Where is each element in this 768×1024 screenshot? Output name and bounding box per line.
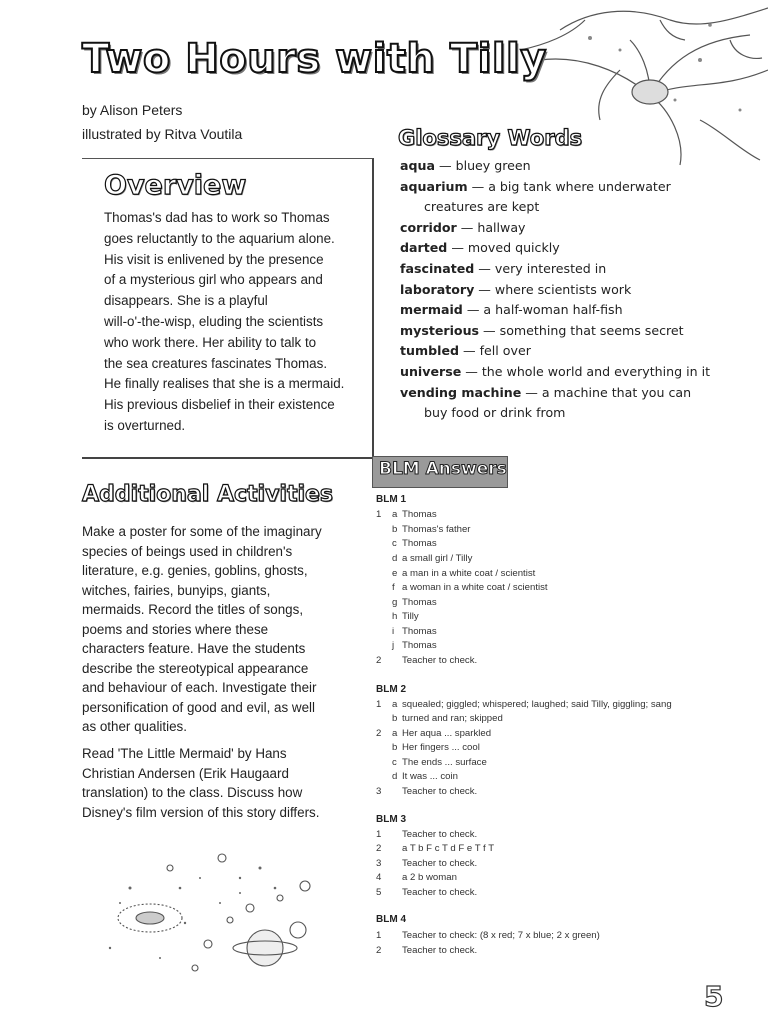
glossary-definition: — fell over <box>459 343 531 359</box>
blm-answer-text: a woman in a white coat / scientist <box>402 582 548 593</box>
blm-answer-text: The ends ... surface <box>402 757 487 768</box>
activities-line: poems and stories where these <box>82 621 269 637</box>
glossary-term: mermaid <box>400 302 463 318</box>
glossary-heading: Glossary Words <box>398 126 583 150</box>
blm-heading-text: BLM 1 <box>376 494 406 505</box>
blm-answer-line <box>376 553 472 564</box>
glossary-term: tumbled <box>400 343 459 359</box>
glossary-definition: — very interested in <box>474 260 607 276</box>
activities-paragraph-1 <box>82 522 344 737</box>
overview-line: of a mysterious girl who appears and <box>104 272 323 288</box>
blm-answer-text: It was ... coin <box>402 771 458 782</box>
blm-answer-letter: j <box>392 640 395 651</box>
blm-answer-line <box>376 655 477 666</box>
blm-heading-text: BLM 4 <box>376 914 406 925</box>
blm-question-number: 5 <box>376 887 382 898</box>
blm-answer-text: Thomas <box>402 509 437 520</box>
blm-answer-text: Teacher to check. <box>402 887 478 898</box>
blm-answer-text: a T b F c T d F e T f T <box>402 843 495 854</box>
blm-answer-line <box>376 626 437 637</box>
overview-line: will-o'-the-wisp, eluding the scientists <box>104 313 324 329</box>
overview-line: goes reluctantly to the aquarium alone. <box>104 230 335 246</box>
glossary-term: corridor <box>400 219 457 235</box>
blm-question-number: 4 <box>376 872 382 883</box>
glossary-entry <box>400 321 740 342</box>
illustrator-byline: illustrated by Ritva Voutila <box>82 126 243 142</box>
glossary-definition-continued: creatures are kept <box>424 199 540 215</box>
blm-answer-letter: g <box>392 597 398 608</box>
blm-answer-text: a small girl / Tilly <box>402 553 473 564</box>
blm-question-number: 1 <box>376 829 382 840</box>
activities-line: literature, e.g. genies, goblins, ghosts, <box>82 563 308 578</box>
glossary-definition: — where scientists work <box>474 281 632 297</box>
blm-answers-banner <box>372 456 508 488</box>
glossary-term: vending machine <box>400 384 522 400</box>
glossary-definition: — hallway <box>456 219 526 235</box>
blm-heading-text: BLM 3 <box>376 814 406 825</box>
glossary-definition: — a machine that you can <box>521 384 692 400</box>
glossary-definition: — a half-woman half-fish <box>462 302 623 318</box>
blm-answer-letter: e <box>392 568 398 579</box>
activities-line: witches, fairies, bunyips, giants, <box>82 582 271 598</box>
activities-line: species of beings used in children's <box>82 543 293 559</box>
author-byline: by Alison Peters <box>82 102 183 118</box>
blm-answer-text: Teacher to check. <box>402 655 478 666</box>
activities-line: Disney's film version of this story differs. <box>82 804 320 820</box>
blm-answer-text: Teacher to check. <box>402 786 478 797</box>
glossary-term: mysterious <box>400 322 480 338</box>
glossary-entry <box>400 280 740 301</box>
space-planets-illustration-icon <box>100 848 330 978</box>
blm-question-number: 2 <box>376 728 382 739</box>
activities-line: translation) to the class. Discuss how <box>82 785 303 800</box>
blm-answer-text: Thomas <box>402 538 437 549</box>
blm-answer-letter: a <box>392 509 398 520</box>
blm-answer-line <box>376 568 535 579</box>
blm-answer-line <box>376 771 458 782</box>
blm-question-number: 3 <box>376 786 382 797</box>
blm-answer-line <box>376 509 437 520</box>
glossary-term: fascinated <box>400 260 475 276</box>
blm-answer-letter: f <box>392 582 395 593</box>
activities-heading: Additional Activities <box>82 482 334 507</box>
overview-line: is overturned. <box>104 417 186 433</box>
blm-answer-letter: d <box>392 771 398 782</box>
glossary-entry <box>400 177 740 218</box>
blm-answer-line <box>376 728 491 739</box>
activities-line: as other qualities. <box>82 719 187 734</box>
blm-question-number: 2 <box>376 843 382 854</box>
blm-answer-text: Thomas <box>402 640 437 651</box>
blm-answer-text: Teacher to check: (8 x red; 7 x blue; 2 x green) <box>402 930 600 941</box>
blm-answer-letter: h <box>392 611 398 622</box>
glossary-entry <box>400 259 740 280</box>
blm-question-number: 2 <box>376 945 382 956</box>
glossary-entry <box>400 238 740 259</box>
blm-answer-text: Teacher to check. <box>402 858 478 869</box>
overview-text <box>104 208 359 437</box>
overview-line: His visit is enlivened by the presence <box>104 251 324 267</box>
blm-answer-letter: a <box>392 699 398 710</box>
blm-answer-letter: c <box>392 757 397 768</box>
blm-answers-heading: BLM Answers <box>379 459 507 479</box>
activities-line: Make a poster for some of the imaginary <box>82 524 322 539</box>
blm-answer-line <box>376 713 503 724</box>
blm-question-number: 1 <box>376 699 382 710</box>
glossary-definition: — bluey green <box>434 158 531 173</box>
blm-answer-text: Teacher to check. <box>402 829 478 840</box>
blm-question-number: 1 <box>376 930 382 941</box>
blm-answer-line <box>376 538 437 549</box>
overview-line: the sea creatures fascinates Thomas. <box>104 355 328 371</box>
activities-line: characters feature. Have the students <box>82 641 306 656</box>
glossary-definition: — the whole world and everything in it <box>461 363 711 379</box>
glossary-definition: — a big tank where underwater <box>467 178 671 194</box>
page-title: Two Hours with Tilly <box>82 36 547 82</box>
blm-answer-letter: b <box>392 524 398 535</box>
blm-answer-letter: b <box>392 742 398 753</box>
blm-answer-text: Tilly <box>402 611 419 622</box>
glossary-definition: — something that seems secret <box>479 322 684 338</box>
blm-answer-line <box>376 858 477 869</box>
blm-answer-line <box>376 757 487 768</box>
blm-answer-line <box>376 699 672 710</box>
blm-section-heading <box>376 814 406 825</box>
blm-answer-line <box>376 742 480 753</box>
blm-answer-text: a 2 b woman <box>402 872 457 883</box>
overview-line: who work there. Her ability to talk to <box>104 334 317 350</box>
blm-answer-line <box>376 829 477 840</box>
blm-answer-text: Teacher to check. <box>402 945 478 956</box>
blm-answer-text: Her aqua ... sparkled <box>402 728 492 739</box>
glossary-list <box>400 156 740 424</box>
glossary-entry <box>400 383 740 424</box>
blm-answer-line <box>376 843 494 854</box>
blm-answer-line <box>376 786 477 797</box>
glossary-entry <box>400 341 740 362</box>
blm-section-heading <box>376 914 406 925</box>
blm-question-number: 3 <box>376 858 382 869</box>
overview-line: disappears. She is a playful <box>104 293 268 309</box>
overview-line: Thomas's dad has to work so Thomas <box>104 210 330 225</box>
blm-answer-line <box>376 887 477 898</box>
activities-line: Christian Andersen (Erik Haugaard <box>82 765 289 781</box>
blm-answer-text: Thomas's father <box>402 524 471 535</box>
glossary-entry <box>400 300 740 321</box>
glossary-term: universe <box>400 363 462 379</box>
blm-answer-letter: a <box>392 728 398 739</box>
activities-line: personification of good and evil, as well <box>82 699 315 715</box>
glossary-entry <box>400 156 740 177</box>
blm-answer-letter: b <box>392 713 398 724</box>
activities-line: describe the stereotypical appearance <box>82 660 309 676</box>
blm-answer-line <box>376 640 437 651</box>
glossary-term: aquarium <box>400 178 468 194</box>
glossary-definition: — moved quickly <box>447 240 560 256</box>
activities-line: Read 'The Little Mermaid' by Hans <box>82 746 287 761</box>
blm-answer-line <box>376 930 600 941</box>
page-number: 5 <box>704 980 724 1013</box>
activities-paragraph-2 <box>82 744 344 822</box>
activities-line: and behaviour of each. Investigate their <box>82 680 317 695</box>
blm-answer-text: Thomas <box>402 626 437 637</box>
overview-heading: Overview <box>104 170 247 201</box>
blm-answer-letter: i <box>392 626 395 637</box>
overview-line: He finally realises that she is a mermaid. <box>104 376 345 392</box>
blm-answer-text: Thomas <box>402 597 437 608</box>
blm-heading-text: BLM 2 <box>376 684 406 695</box>
activities-line: mermaids. Record the titles of songs, <box>82 602 304 617</box>
glossary-term: aqua <box>400 158 435 173</box>
blm-question-number: 2 <box>376 655 382 666</box>
glossary-term: laboratory <box>400 281 475 297</box>
blm-answer-text: a man in a white coat / scientist <box>402 568 536 579</box>
blm-answer-text: turned and ran; skipped <box>402 713 503 724</box>
blm-section-heading <box>376 494 406 505</box>
glossary-definition-continued: buy food or drink from <box>424 405 566 421</box>
blm-answer-line <box>376 582 548 593</box>
blm-section-heading <box>376 684 406 695</box>
blm-answer-text: squealed; giggled; whispered; laughed; said Tilly, giggling; sang <box>402 699 672 710</box>
overview-line: His previous disbelief in their existence <box>104 397 335 413</box>
blm-answer-line <box>376 597 437 608</box>
blm-answer-letter: d <box>392 553 398 564</box>
blm-answer-line <box>376 611 419 622</box>
blm-question-number: 1 <box>376 509 382 520</box>
blm-answer-text: Her fingers ... cool <box>402 742 480 753</box>
glossary-entry <box>400 362 740 383</box>
blm-answer-line <box>376 872 457 883</box>
blm-answer-letter: c <box>392 538 397 549</box>
glossary-entry <box>400 218 740 239</box>
glossary-term: darted <box>400 240 448 256</box>
blm-answer-line <box>376 524 470 535</box>
blm-answer-line <box>376 945 477 956</box>
